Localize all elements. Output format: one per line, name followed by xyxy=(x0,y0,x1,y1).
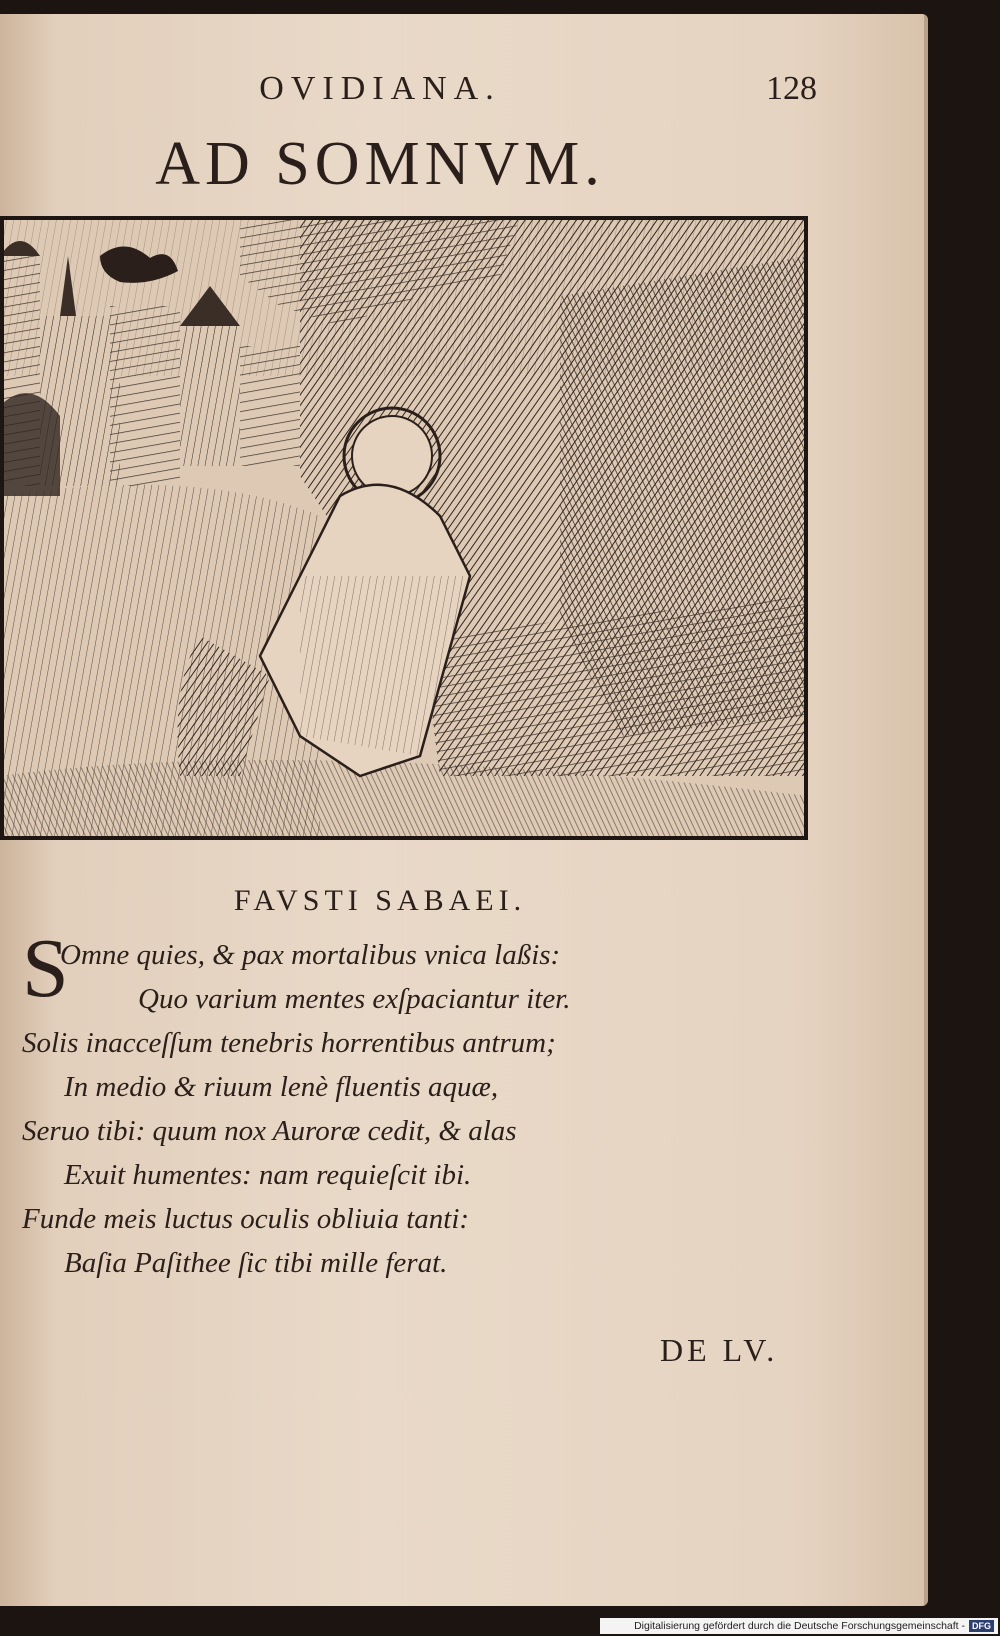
footer-credit: Digitalisierung gefördert durch die Deutsche Forschungsgemeinschaft - xyxy=(634,1620,965,1632)
poem-line: Quo varium mentes exſpaciantur iter. xyxy=(138,983,571,1015)
dfg-logo: DFG xyxy=(969,1620,994,1632)
running-head: OVIDIANA. xyxy=(259,70,501,107)
drop-cap: S xyxy=(22,922,69,1015)
catchword: DE LV. xyxy=(660,1332,779,1368)
poem-line: Omne quies, & pax mortalibus vnica laßis: xyxy=(60,939,561,971)
poem-line: In medio & riuum lenè fluentis aquæ, xyxy=(64,1071,499,1103)
book-page xyxy=(0,14,928,1606)
woodcut-image xyxy=(0,216,808,840)
digitization-footer xyxy=(600,1618,998,1634)
author-heading: FAVSTI SABAEI. xyxy=(233,884,527,917)
poem-line: Baſia Paſithee ſic tibi mille ferat. xyxy=(64,1247,448,1279)
page-title: AD SOMNVM. xyxy=(155,130,605,198)
poem-line: Solis inacceſſum tenebris horrentibus antrum; xyxy=(22,1027,556,1059)
woodcut-illustration xyxy=(0,216,808,840)
page-edge xyxy=(924,14,928,1606)
poem-line: Exuit humentes: nam requieſcit ibi. xyxy=(64,1159,472,1191)
page-number: 128 xyxy=(766,70,817,107)
poem-line: Seruo tibi: quum nox Auroræ cedit, & alas xyxy=(22,1115,517,1147)
poem-line: Funde meis luctus oculis obliuia tanti: xyxy=(22,1203,470,1235)
